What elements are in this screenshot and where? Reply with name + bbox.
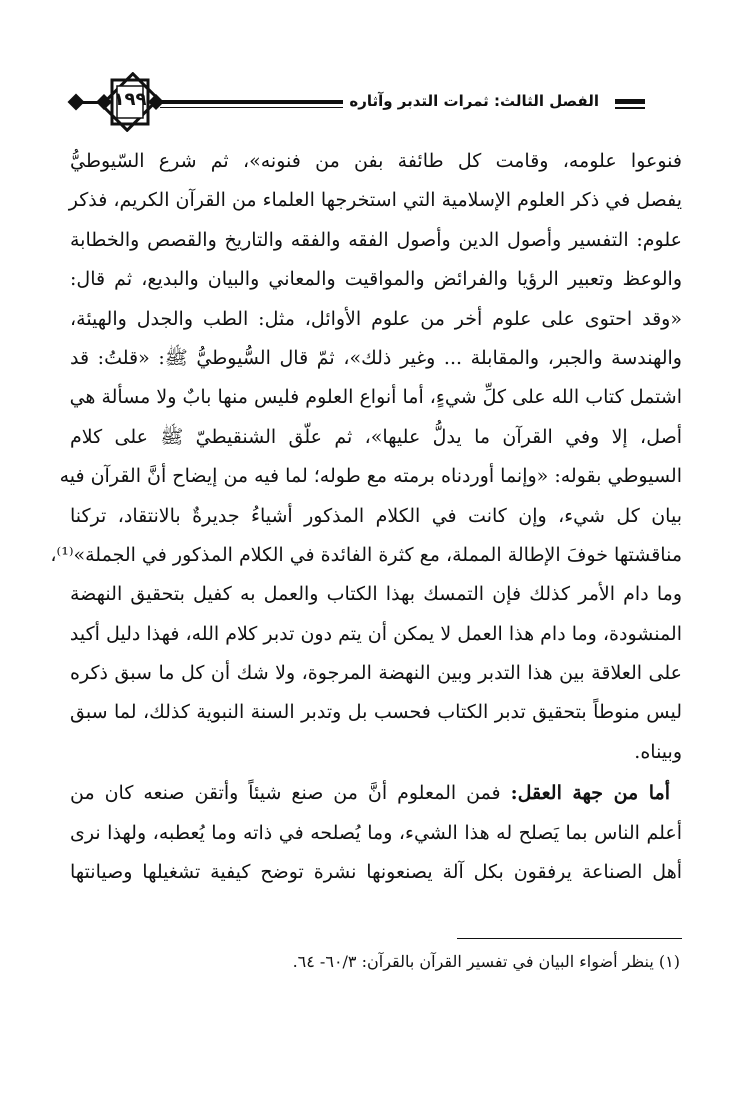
chapter-title: الفصل الثالث: ثمرات التدبر وآثاره (343, 92, 605, 110)
text-line: السيوطي بقوله: «وإنما أوردناه برمته مع طوله؛ لما فيه من إيضاح أنَّ القرآن فيه (59, 465, 682, 488)
text-line: والوعظ وتعبير الرؤيا والفرائض والمواقيت والمعاني والبيان والبديع، ثم قال: (70, 268, 682, 291)
text-line: مناقشتها خوفَ الإطالة المملة، مع كثرة الفائدة في الكلام المذكور في الجملة»⁽¹⁾، (50, 543, 682, 566)
page-number-badge (90, 72, 170, 132)
footnote: (١) ينظر أضواء البيان في تفسير القرآن بالقرآن: ٦٠/٣- ٦٤. (292, 952, 680, 971)
footnote-separator (457, 938, 682, 939)
text-line: أهل الصناعة يرفقون بكل آلة يصنعونها نشرة توضح كيفية تشغيلها وصيانتها (70, 861, 682, 884)
text-line: ليس منوطاً بتحقيق تدبر الكتاب فحسب بل وتدبر السنة النبوية كذلك، لما سبق (70, 701, 682, 724)
text-line (70, 774, 682, 813)
text-line: يفصل في ذكر العلوم الإسلامية التي استخرجها العلماء من القرآن الكريم، فذكر (68, 189, 682, 212)
text-line: أصل، إلا وفي القرآن ما يدلُّ عليها»، ثم علّق الشنقيطيّ ﷺ على كلام (70, 425, 682, 448)
text-line: «وقد احتوى على علوم أخر من علوم الأوائل، مثل: الطب والجدل والهيئة، (70, 307, 682, 330)
text-line: والهندسة والجبر، والمقابلة ... وغير ذلك»، ثمّ قال السُّيوطيُّ ﷺ: «قلتُ: قد (70, 346, 682, 369)
header-end-bar-thin (615, 107, 645, 109)
paragraph-2 (70, 774, 682, 892)
text-line: بيان كل شيء، وإن كانت في الكلام المذكور أشياءُ جديرةٌ بالانتقاد، تركنا (70, 504, 682, 527)
header-ornament-diamond (68, 94, 85, 111)
page-number: ١٩٩ (113, 89, 147, 110)
text-line: اشتمل كتاب الله على كلِّ شيءٍ، أما أنواع العلوم فليس منها بابٌ ولا مسألة هي (69, 386, 682, 409)
page-body (50, 142, 682, 892)
text-line: أعلم الناس بما يَصلح له هذا الشيء، وما يُصلحه في ذاته وما يُعطبه، ولهذا نرى (70, 821, 682, 844)
text-line: فنوعوا علومه، وقامت كل طائفة بفن من فنونه»، ثم شرع السّيوطيُّ (70, 150, 682, 172)
header-end-bar (615, 99, 645, 104)
text-line: وبيناه. (634, 740, 682, 763)
running-header (70, 72, 645, 132)
paragraph-lead: أما من جهة العقل: (510, 782, 670, 805)
text-line: المنشودة، وما دام هذا العمل لا يمكن أن يتم دون تدبر كلام الله، فهذا دليل أكيد (69, 622, 682, 645)
paragraph-1 (50, 142, 682, 772)
text-line: علوم: التفسير وأصول الدين وأصول الفقه والفقه والتاريخ والقصص والخطابة (70, 228, 682, 251)
paragraph-lead-rest: فمن المعلوم أنَّ من صنع شيئاً وأتقن صنعه كان من (70, 782, 511, 805)
text-line: وما دام الأمر كذلك فإن التمسك بهذا الكتاب والعمل به كفيل بتحقيق النهضة (70, 583, 682, 606)
text-line: على العلاقة بين هذا التدبر وبين النهضة المرجوة، ولا شك أن كل ما سبق ذكره (70, 662, 682, 685)
